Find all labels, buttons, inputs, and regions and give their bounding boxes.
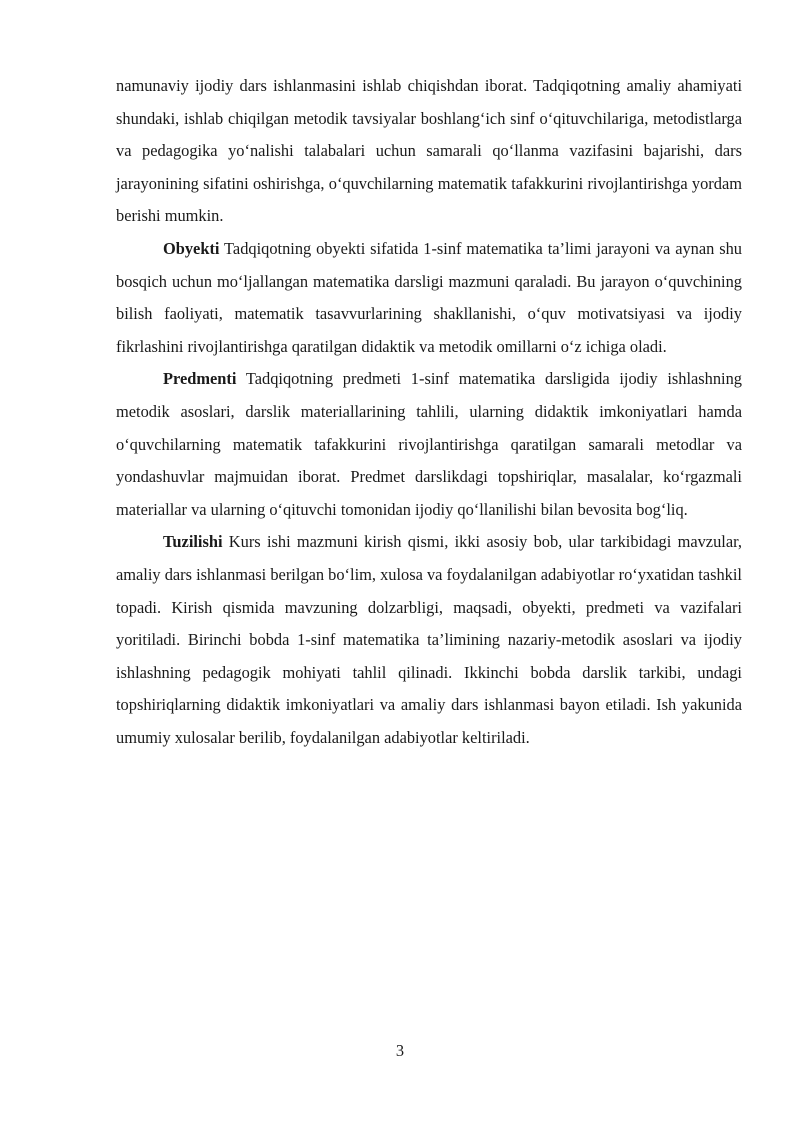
paragraph-term: Predmenti — [163, 369, 237, 389]
page-number: 3 — [395, 1041, 405, 1060]
paragraph-obyekti — [116, 233, 742, 363]
paragraph-tuzilishi — [116, 526, 742, 754]
paragraph-term: Obyekti — [163, 238, 220, 258]
paragraph-text: Kurs ishi mazmuni kirish qismi, ikki asosiy bob, ular tarkibidagi mavzular, amaliy dars ishlanmasi berilgan bo‘lim, xulosa va foydalanilgan adabiyotlar ro‘yxatidan tashkil topadi. Kirish qismida mavzuning dolzarbligi, maqsadi, obyekti, predmeti va vazifalari yoritiladi. Birinchi bobda 1-sinf matematika ta’limining nazariy-metodik asoslari va ijodiy ishlashning pedagogik mohiyati tahlil qilinadi. Ikkinchi bobda darslik tarkibi, undagi topshiriqlarning didaktik imkoniyatlari va amaliy dars ishlanmasi bayon etiladi. Ish yakunida umumiy xulosalar berilib, foydalanilgan adabiyotlar keltiriladi. — [116, 532, 742, 747]
paragraph-intro-continuation — [116, 70, 742, 233]
paragraph-predmenti — [116, 363, 742, 526]
paragraph-text: Tadqiqotning predmeti 1-sinf matematika darsligida ijodiy ishlashning metodik asoslari, darslik materiallarining tahlili, ularning didaktik imkoniyatlari hamda o‘quvchilarning matematik tafakkurini rivojlantirishga qaratilgan samarali metodlar va yondashuvlar majmuidan iborat. Predmet darslikdagi topshiriqlar, masalalar, ko‘rgazmali materiallar va ularning o‘qituvchi tomonidan ijodiy qo‘llanilishi bilan bevosita bog‘liq. — [116, 369, 742, 519]
paragraph-text: namunaviy ijodiy dars ishlanmasini ishlab chiqishdan iborat. Tadqiqotning amaliy ahamiyati shundaki, ishlab chiqilgan metodik tavsiyalar boshlang‘ich sinf o‘qituvchilariga, metodistlarga va pedagogika yo‘nalishi talabalari uchun samarali qo‘llanma vazifasini bajarishi, dars jarayonining sifatini oshirishga, o‘quvchilarning matematik tafakkurini rivojlantirishga yordam berishi mumkin. — [116, 76, 742, 226]
paragraph-term: Tuzilishi — [163, 532, 223, 552]
paragraph-text: Tadqiqotning obyekti sifatida 1-sinf matematika ta’limi jarayoni va aynan shu bosqich uchun mo‘ljallangan matematika darsligi mazmuni qaraladi. Bu jarayon o‘quvchining bilish faoliyati, matematik tasavvurlarining shakllanishi, o‘quv motivatsiyasi va ijodiy fikrlashini rivojlantirishga qaratilgan didaktik va metodik omillarni o‘z ichiga oladi. — [116, 238, 742, 356]
document-body — [116, 70, 742, 754]
